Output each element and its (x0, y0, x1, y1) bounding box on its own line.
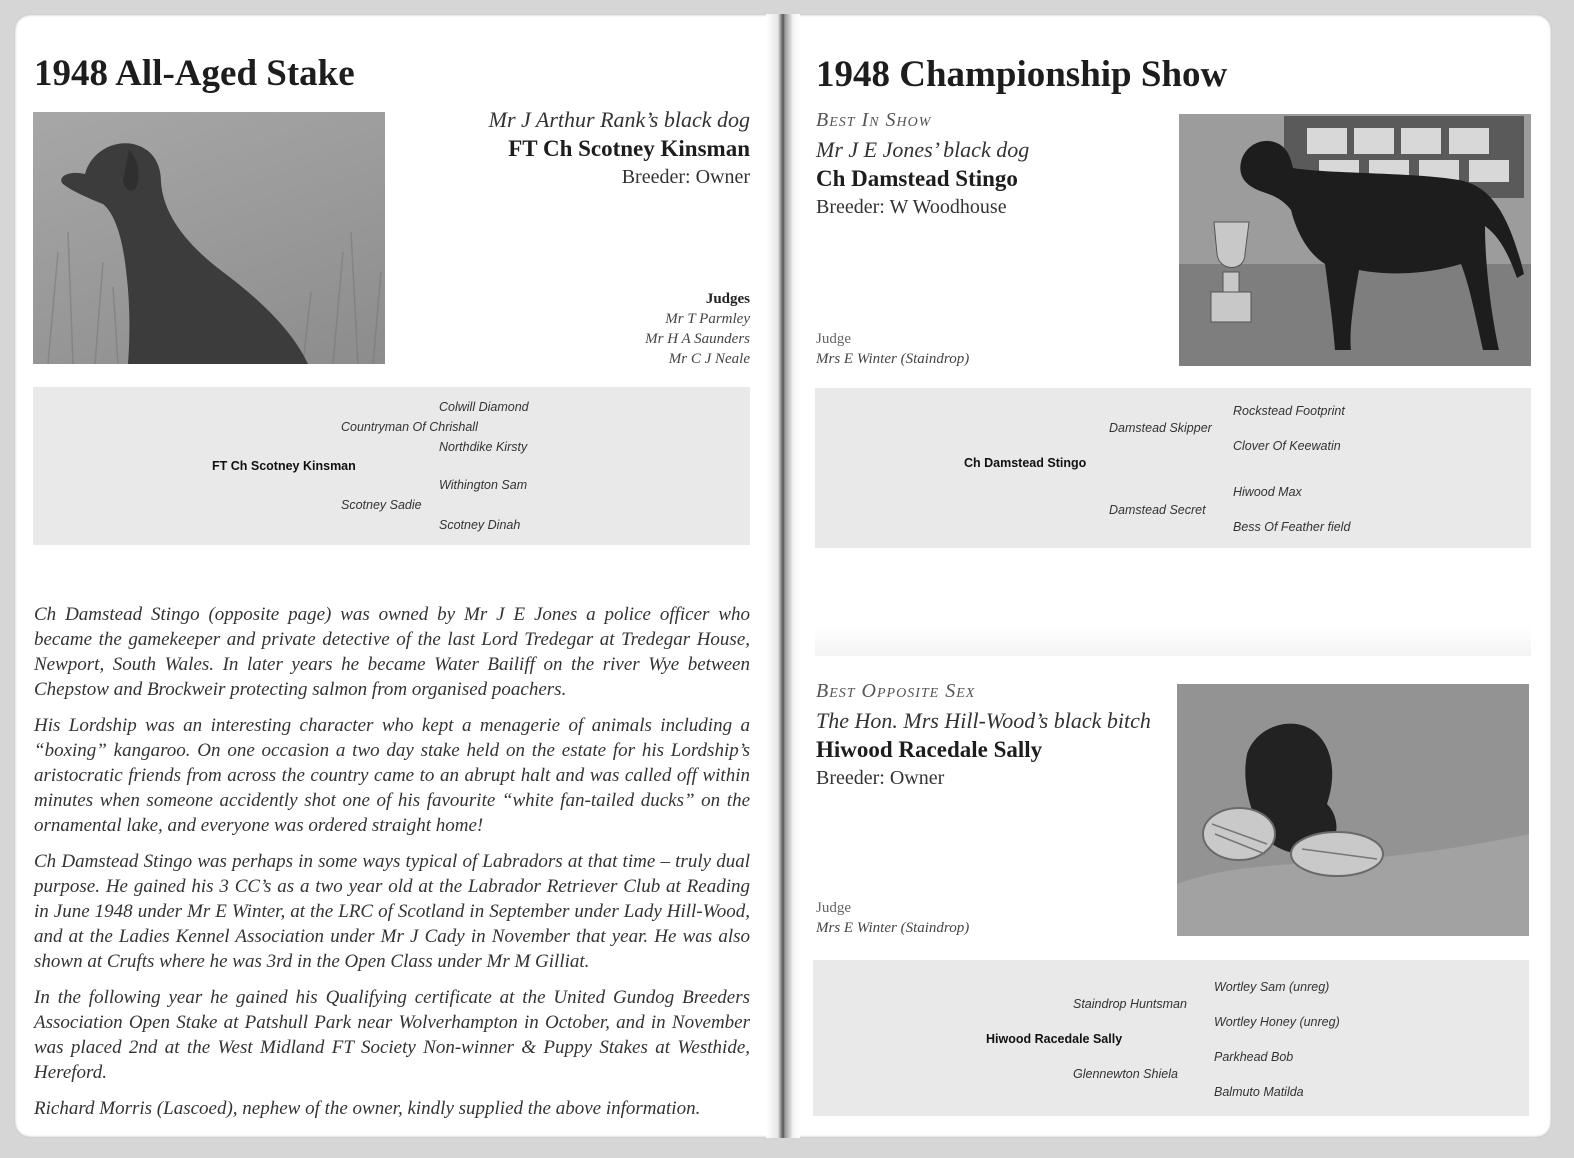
owner-line: The Hon. Mrs Hill-Wood’s black bitch (816, 708, 1151, 733)
pedigree-sire-sire: Colwill Diamond (439, 400, 529, 414)
right-page-title: 1948 Championship Show (816, 54, 1228, 95)
dog-name: FT Ch Scotney Kinsman (508, 136, 750, 161)
judge-name: Mr H A Saunders (645, 331, 750, 347)
judge-name: Mr T Parmley (665, 311, 750, 327)
judge-name: Mrs E Winter (Staindrop) (816, 920, 970, 936)
pedigree-dam-dam: Balmuto Matilda (1214, 1085, 1304, 1099)
pedigree-dog: Ch Damstead Stingo (964, 456, 1087, 470)
breeder-line: Breeder: Owner (816, 767, 945, 789)
book-spread (14, 14, 1552, 1138)
pedigree-dam: Glennewton Shiela (1073, 1067, 1178, 1081)
pedigree-dog: Hiwood Racedale Sally (986, 1032, 1123, 1046)
judges-heading: Judges (705, 291, 750, 307)
damstead-stingo-photo (1179, 114, 1531, 366)
pedigree-sire-sire: Wortley Sam (unreg) (1214, 980, 1330, 994)
pedigree-dam-sire: Withington Sam (439, 478, 528, 492)
bos-caption (816, 677, 1176, 793)
left-caption (394, 105, 750, 192)
article-paragraph: Ch Damstead Stingo (opposite page) was owned by Mr J E Jones a police officer who became the gamekeeper and private detective of the last Lord Tredegar at Tredegar House, Newport, South Wales. In later years he became Water Bailiff on the river Wye between Chepstow and Brockweir protecting salmon from organised poachers. (34, 604, 750, 700)
pedigree-dog: FT Ch Scotney Kinsman (212, 459, 356, 473)
award-label: Best Opposite Sex (816, 680, 976, 702)
pedigree-sire: Countryman Of Chrishall (341, 420, 478, 434)
pedigree-sire-dam: Wortley Honey (unreg) (1214, 1015, 1340, 1029)
bos-judge (816, 898, 1116, 938)
bos-pedigree (813, 960, 1529, 1116)
pedigree-dam-sire: Hiwood Max (1233, 485, 1302, 499)
article-paragraph: Ch Damstead Stingo was perhaps in some ways typical of Labradors at that time – truly dual purpose. He gained his 3 CC’s as a two year old at the Labrador Retriever Club at Reading in June 1948 under Mr E Winter, at the LRC of Scotland in September under Lady Hill-Wood, and at the Ladies Kennel Association under Mr J Cady in November that year. He was also shown at Crufts where he was 3rd in the Open Class under Mr M Gilliat. (34, 851, 750, 972)
pedigree-sire-sire: Rockstead Footprint (1233, 404, 1345, 418)
pedigree-sire: Damstead Skipper (1109, 421, 1212, 435)
pedigree-sire-dam: Clover Of Keewatin (1233, 439, 1341, 453)
article-text (34, 602, 750, 1132)
left-page-title: 1948 All-Aged Stake (34, 53, 355, 94)
section-shade (815, 626, 1531, 656)
scotney-kinsman-photo (33, 112, 385, 364)
judge-heading: Judge (816, 331, 851, 347)
article-paragraph: Richard Morris (Lascoed), nephew of the owner, kindly supplied the above information. (34, 1098, 701, 1119)
article-paragraph: His Lordship was an interesting character who kept a menagerie of animals including a “boxing” kangaroo. On one occasion a two day stake held on the estate for his Lordship’s aristocratic friends from across the country came to an abrupt halt and was called off within minutes when someone accidently shot one of his favourite “white fan-tailed ducks” on the ornamental lake, and everyone was ordered straight home! (34, 715, 750, 836)
left-judges (514, 289, 750, 369)
judge-name: Mr C J Neale (668, 351, 750, 367)
article-paragraph: In the following year he gained his Qualifying certificate at the United Gundog Breeders Association Open Stake at Patshull Park near Wolverhampton in October, and in November was placed 2nd at the West Midland FT Society Non-winner & Puppy Stakes at Westhide, Hereford. (34, 987, 750, 1083)
pedigree-dam-sire: Parkhead Bob (1214, 1050, 1294, 1064)
pedigree-dam-dam: Bess Of Feather field (1233, 520, 1351, 534)
owner-line: Mr J Arthur Rank’s black dog (488, 107, 750, 132)
dog-name: Hiwood Racedale Sally (816, 737, 1043, 762)
judge-name: Mrs E Winter (Staindrop) (816, 351, 970, 367)
breeder-line: Breeder: W Woodhouse (816, 196, 1007, 218)
bis-pedigree (815, 388, 1531, 548)
breeder-line: Breeder: Owner (621, 166, 750, 188)
bis-caption (816, 106, 1176, 222)
pedigree-sire-dam: Northdike Kirsty (439, 440, 528, 454)
pedigree-sire: Staindrop Huntsman (1073, 997, 1187, 1011)
hiwood-racedale-sally-photo (1177, 684, 1529, 936)
bis-judge (816, 329, 1116, 369)
award-label: Best In Show (816, 109, 932, 131)
pedigree-dam: Scotney Sadie (341, 498, 422, 512)
dog-name: Ch Damstead Stingo (816, 166, 1018, 191)
owner-line: Mr J E Jones’ black dog (816, 137, 1030, 162)
left-pedigree (33, 387, 750, 545)
pedigree-dam-dam: Scotney Dinah (439, 518, 521, 532)
pedigree-dam: Damstead Secret (1109, 503, 1206, 517)
judge-heading: Judge (816, 900, 851, 916)
book-gutter (766, 14, 800, 1138)
